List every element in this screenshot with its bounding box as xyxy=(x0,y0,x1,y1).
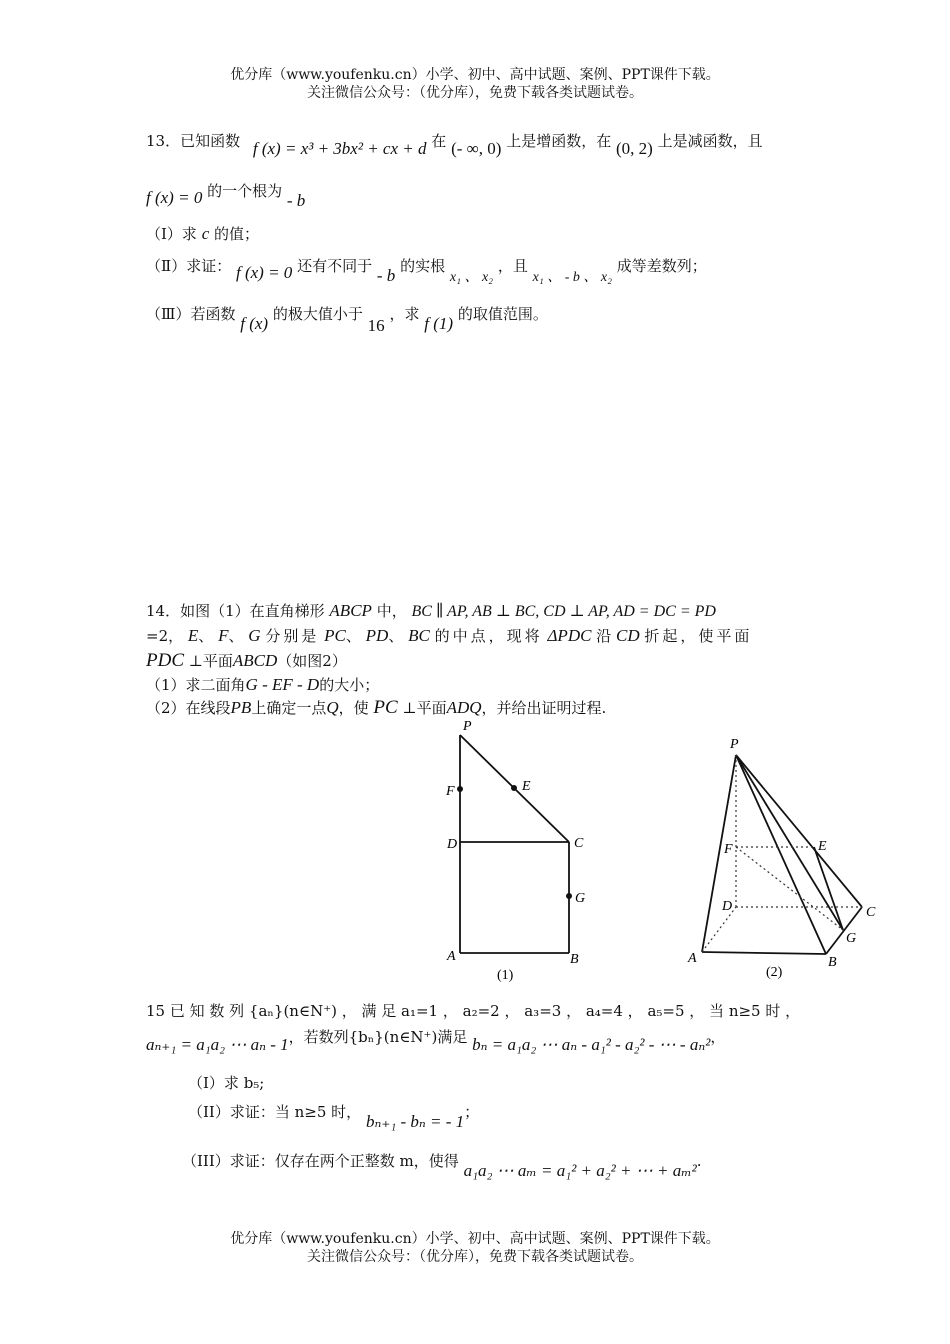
q13-part-3 xyxy=(146,303,548,335)
q14-pc: PC xyxy=(324,626,346,645)
q13-part-2-roots: x₁ 、 x₂ xyxy=(449,270,494,285)
q13-text-4: 的一个根为 xyxy=(207,182,283,200)
q15-b-definition: bₙ = a₁a₂ ⋯ aₙ - a₁² - a₂² - ⋯ - aₙ² xyxy=(472,1035,711,1054)
q13-part-3-label: （Ⅲ）若函数 xyxy=(146,305,236,323)
q13-line-2 xyxy=(146,180,306,210)
fig2-label-e: E xyxy=(818,839,827,854)
q14-text-1: 14．如图（1）在直角梯形 xyxy=(146,602,325,620)
q13-part-1-label: （Ⅰ）求 xyxy=(146,225,197,243)
q13-root: - b xyxy=(286,191,306,210)
page-footer xyxy=(0,1230,950,1266)
q13-text-3: 上是减函数，且 xyxy=(657,132,763,150)
q14-conditions: BC ∥ AP, AB ⊥ BC, CD ⊥ AP, AD = DC = PD xyxy=(411,603,716,620)
q13-line-1 xyxy=(146,130,763,158)
fig2-label-c: C xyxy=(866,905,876,920)
figure-1 xyxy=(440,720,600,990)
fig2-label-d: D xyxy=(722,899,733,914)
q14-cd: CD xyxy=(616,626,640,645)
q13-text-1: 在 xyxy=(431,132,447,150)
fig2-label-p: P xyxy=(730,737,739,752)
q14-text-9: （如图2） xyxy=(277,652,347,670)
fig2-edge-bc xyxy=(826,907,862,954)
fig2-caption: (2) xyxy=(766,965,783,980)
fig1-label-p: P xyxy=(463,720,472,734)
fig2-edge-ab xyxy=(702,952,826,954)
q13-interval-2: (0, 2) xyxy=(616,139,653,158)
fig1-point-g xyxy=(566,893,572,899)
q14-part-2-q: Q xyxy=(326,698,339,717)
q14-line-1 xyxy=(146,600,716,621)
fig1-point-f xyxy=(457,786,463,792)
q13-part-3-16: 16 xyxy=(367,316,385,335)
fig2-edge-pg xyxy=(736,755,843,930)
fig2-label-b: B xyxy=(828,955,837,970)
fig1-label-b: B xyxy=(570,952,579,967)
fig2-edge-pc xyxy=(736,755,862,907)
q13-part-2-text-c: 的实根 xyxy=(400,257,446,275)
q14-part-1-angle: G - EF - D xyxy=(245,675,320,694)
header-line-1: 优分库（www.youfenku.cn）小学、初中、高中试题、案例、PPT课件下载。 xyxy=(230,67,720,83)
footer-line-1: 优分库（www.youfenku.cn）小学、初中、高中试题、案例、PPT课件下载。 xyxy=(230,1231,720,1247)
q14-part-2-pc: PC xyxy=(373,697,398,718)
fig1-label-d: D xyxy=(447,837,458,852)
q14-triangle: ΔPDC xyxy=(547,626,592,645)
q14-pd: PD xyxy=(365,626,389,645)
q13-part-2-text-a: 还有不同于 xyxy=(297,257,373,275)
q13-part-1-var: c xyxy=(201,224,210,243)
q14-text-4: 分别是 xyxy=(265,627,320,645)
q14-text-2: 中， xyxy=(376,602,407,620)
q15-part-2-eq: bₙ₊₁ - bₙ = - 1 xyxy=(365,1112,465,1131)
q14-abcp: ABCP xyxy=(329,601,372,620)
q15-line-1: 15 已 知 数 列 {aₙ}(n∈N⁺) ， 满 足 a₁=1 ， a₂=2 ， a₃=3 ， a₄=4 ， a₅=5 ， 当 n≥5 时 ， xyxy=(146,1002,801,1020)
fig1-label-e: E xyxy=(522,779,531,794)
q13-interval-1: (- ∞, 0) xyxy=(451,139,502,158)
q15-part-3-label: （III）求证：仅存在两个正整数 m，使得 xyxy=(182,1152,459,1170)
q14-part-2-text-c: ⊥平面 xyxy=(402,699,447,717)
q14-sep-2: 、 xyxy=(228,627,244,645)
q13-part-3-text-a: 的极大值小于 xyxy=(272,305,363,323)
q14-g: G xyxy=(248,626,261,645)
q15-part-2-label: （II）求证：当 n≥5 时， xyxy=(188,1103,362,1121)
q15-text-b: ， xyxy=(710,1028,726,1046)
q13-part-3-text-b: ，求 xyxy=(389,305,420,323)
q13-part-3-f: f (x) xyxy=(240,314,269,333)
q14-sep-4: 、 xyxy=(388,627,404,645)
q14-part-2-text-d: ，并给出证明过程. xyxy=(481,699,607,717)
q14-part-2-adq: ADQ xyxy=(446,698,482,717)
q14-f: F xyxy=(218,626,229,645)
q14-e: E xyxy=(187,626,199,645)
q14-part-2 xyxy=(146,697,606,719)
fig1-label-a: A xyxy=(447,949,456,964)
q14-part-1 xyxy=(146,674,379,695)
q13-part-3-text-c: 的取值范围。 xyxy=(457,305,548,323)
fig2-label-f: F xyxy=(724,842,733,857)
q14-text-6: 沿 xyxy=(596,627,612,645)
q13-function: f (x) = x³ + 3bx² + cx + d xyxy=(252,139,427,158)
q13-text-2: 上是增函数，在 xyxy=(506,132,612,150)
q15-part-3-end: . xyxy=(696,1152,702,1170)
q14-text-5: 的中点，现将 xyxy=(434,627,543,645)
fig1-label-g: G xyxy=(575,891,586,906)
q15-recurrence: aₙ₊₁ = a₁a₂ ⋯ aₙ - 1 xyxy=(146,1035,289,1054)
q15-part-3-eq: a₁a₂ ⋯ aₘ = a₁² + a₂² + ⋯ + aₘ² xyxy=(463,1161,697,1180)
fig1-label-f: F xyxy=(446,784,455,799)
fig1-caption: (1) xyxy=(497,968,514,983)
q14-sep-3: 、 xyxy=(345,627,361,645)
q14-part-2-text-a: 上确定一点 xyxy=(251,699,327,717)
q14-abcd: ABCD xyxy=(232,651,278,670)
fig2-hidden-fg xyxy=(736,847,843,930)
q13-part-2-label: （Ⅱ）求证： xyxy=(146,257,232,275)
q13-equation: f (x) = 0 xyxy=(146,188,203,207)
q14-part-1-label: （1）求二面角 xyxy=(146,676,246,694)
q13-part-2-negb: - b xyxy=(376,266,396,285)
fig1-point-e xyxy=(511,785,517,791)
q13-number: 13．已知函数 xyxy=(146,132,241,150)
q15-text-a: ，若数列{bₙ}(n∈N⁺)满足 xyxy=(288,1028,468,1046)
page-header xyxy=(0,66,950,102)
q14-part-1-end: 的大小； xyxy=(319,676,380,694)
q13-part-2 xyxy=(146,255,707,285)
q13-part-2-eq: f (x) = 0 xyxy=(235,263,293,282)
q13-part-1 xyxy=(146,223,259,244)
q15-part-3 xyxy=(182,1150,702,1180)
q13-part-2-text-d: ，且 xyxy=(497,257,528,275)
q14-text-7: 折起，使平面 xyxy=(644,627,753,645)
q13-part-3-f1: f (1) xyxy=(424,314,454,333)
fig2-edge-pb xyxy=(736,755,826,954)
q13-part-1-end: 的值； xyxy=(214,225,260,243)
figure-2 xyxy=(680,730,880,985)
q14-part-2-text-b: ，使 xyxy=(338,699,369,717)
header-line-2: 关注微信公众号：（优分库），免费下载各类试题试卷。 xyxy=(307,85,643,101)
q14-pdc: PDC xyxy=(146,650,184,671)
q13-part-2-sequence: x₁ 、 - b 、 x₂ xyxy=(532,270,612,285)
q14-line-3 xyxy=(146,650,347,672)
q14-sep-1: 、 xyxy=(198,627,214,645)
q14-part-2-pb: PB xyxy=(230,698,252,717)
q13-part-2-text-e: 成等差数列； xyxy=(616,257,707,275)
fig2-label-g: G xyxy=(846,931,857,946)
q14-text-8: ⊥平面 xyxy=(188,652,233,670)
q14-text-3: =2， xyxy=(146,627,184,645)
q15-part-2 xyxy=(188,1101,480,1131)
q15-line-2 xyxy=(146,1026,726,1054)
q14-part-2-label: （2）在线段 xyxy=(146,699,231,717)
q14-bc: BC xyxy=(408,626,430,645)
fig1-label-c: C xyxy=(574,836,584,851)
footer-line-2: 关注微信公众号：（优分库），免费下载各类试题试卷。 xyxy=(307,1249,643,1265)
q15-part-1: （I）求 b₅; xyxy=(188,1074,265,1092)
q15-part-2-end: ； xyxy=(464,1103,480,1121)
fig2-label-a: A xyxy=(688,951,697,966)
q14-line-2 xyxy=(146,625,752,646)
